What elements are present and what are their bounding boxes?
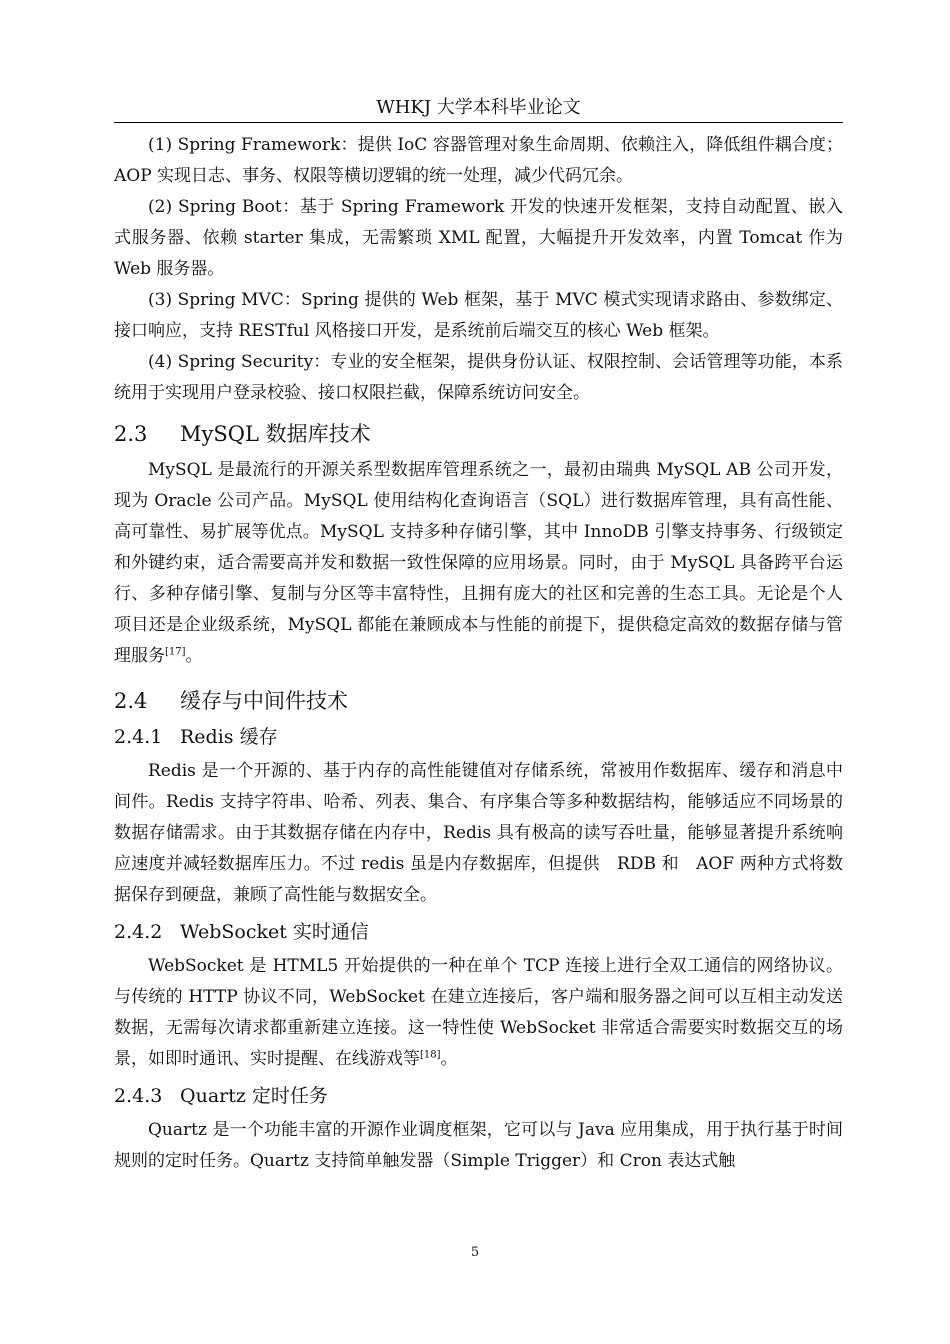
section-number: 2.4 [114, 689, 148, 713]
page-number: 5 [470, 1245, 480, 1260]
subsection-heading-2-4-3 [114, 1081, 843, 1111]
subsection-heading-2-4-2 [114, 917, 843, 947]
list-item-spring-security: (4) Spring Security：专业的安全框架，提供身份认证、权限控制、会话管理等功能，本系统用于实现用户登录校验、接口权限拦截，保障系统访问安全。 [114, 352, 843, 403]
paragraph-redis: Redis 是一个开源的、基于内存的高性能键值对存储系统，常被用作数据库、缓存和消息中间件。Redis 支持字符串、哈希、列表、集合、有序集合等多种数据结构，能够适应不同场景的数据存储需求。由于其数据存储在内存中，Redis 具有极高的读写吞吐量，能够显著提升系统响应速度并减轻数据库压力。不过 redis 虽是内存数据库，但提供 RDB 和 AOF 两种方式将数据保存到硬盘，兼顾了高性能与数据安全。 [114, 761, 843, 905]
citation: [18] [420, 1049, 441, 1061]
page-header: WHKJ 大学本科毕业论文 [376, 97, 581, 118]
citation: [17] [165, 646, 186, 658]
subsection-number: 2.4.2 [114, 921, 163, 943]
section-title: 缓存与中间件技术 [180, 689, 348, 713]
subsection-number: 2.4.1 [114, 726, 163, 748]
subsection-title: WebSocket 实时通信 [180, 921, 369, 943]
section-heading-2-3 [114, 419, 843, 449]
paragraph-quartz: Quartz 是一个功能丰富的开源作业调度框架，它可以与 Java 应用集成，用于执行基于时间规则的定时任务。Quartz 支持简单触发器（Simple Trigger）和 Cron 表达式触 [114, 1120, 843, 1171]
paragraph-end: 。 [185, 646, 203, 666]
header-rule [114, 122, 843, 123]
paragraph-text: WebSocket 是 HTML5 开始提供的一种在单个 TCP 连接上进行全双工通信的网络协议。与传统的 HTTP 协议不同，WebSocket 在建立连接后，客户端和服务器之间可以互相主动发送数据，无需每次请求都重新建立连接。这一特性使 WebSocket 非常适合需要实时数据交互的场景，如即时通讯、实时提醒、在线游戏等 [114, 956, 843, 1069]
paragraph-mysql [114, 455, 843, 672]
list-item-spring-framework: (1) Spring Framework：提供 IoC 容器管理对象生命周期、依赖注入，降低组件耦合度；AOP 实现日志、事务、权限等横切逻辑的统一处理，减少代码冗余。 [114, 135, 843, 186]
subsection-title: Quartz 定时任务 [180, 1085, 328, 1107]
paragraph-text: MySQL 是最流行的开源关系型数据库管理系统之一，最初由瑞典 MySQL AB 公司开发，现为 Oracle 公司产品。MySQL 使用结构化查询语言（SQL）进行数据库管理，具有高性能、高可靠性、易扩展等优点。MySQL 支持多种存储引擎，其中 InnoDB 引擎支持事务、行级锁定和外键约束，适合需要高并发和数据一致性保障的应用场景。同时，由于 MySQL 具备跨平台运行、多种存储引擎、复制与分区等丰富特性，且拥有庞大的社区和完善的生态工具。无论是个人项目还是企业级系统，MySQL 都能在兼顾成本与性能的前提下，提供稳定高效的数据存储与管理服务 [114, 460, 843, 666]
list-item-spring-mvc: (3) Spring MVC：Spring 提供的 Web 框架，基于 MVC 模式实现请求路由、参数绑定、接口响应，支持 RESTful 风格接口开发，是系统前后端交互的核心 Web 框架。 [114, 290, 843, 341]
section-heading-2-4 [114, 686, 843, 716]
list-item-spring-boot: (2) Spring Boot：基于 Spring Framework 开发的快速开发框架，支持自动配置、嵌入式服务器、依赖 starter 集成，无需繁琐 XML 配置，大幅提升开发效率，内置 Tomcat 作为 Web 服务器。 [114, 197, 843, 279]
section-number: 2.3 [114, 422, 148, 446]
page-content [114, 130, 843, 1177]
paragraph-websocket [114, 951, 843, 1075]
section-title: MySQL 数据库技术 [180, 422, 371, 446]
subsection-heading-2-4-1 [114, 722, 843, 752]
subsection-title: Redis 缓存 [180, 726, 278, 748]
subsection-number: 2.4.3 [114, 1085, 163, 1107]
paragraph-end: 。 [440, 1049, 458, 1069]
